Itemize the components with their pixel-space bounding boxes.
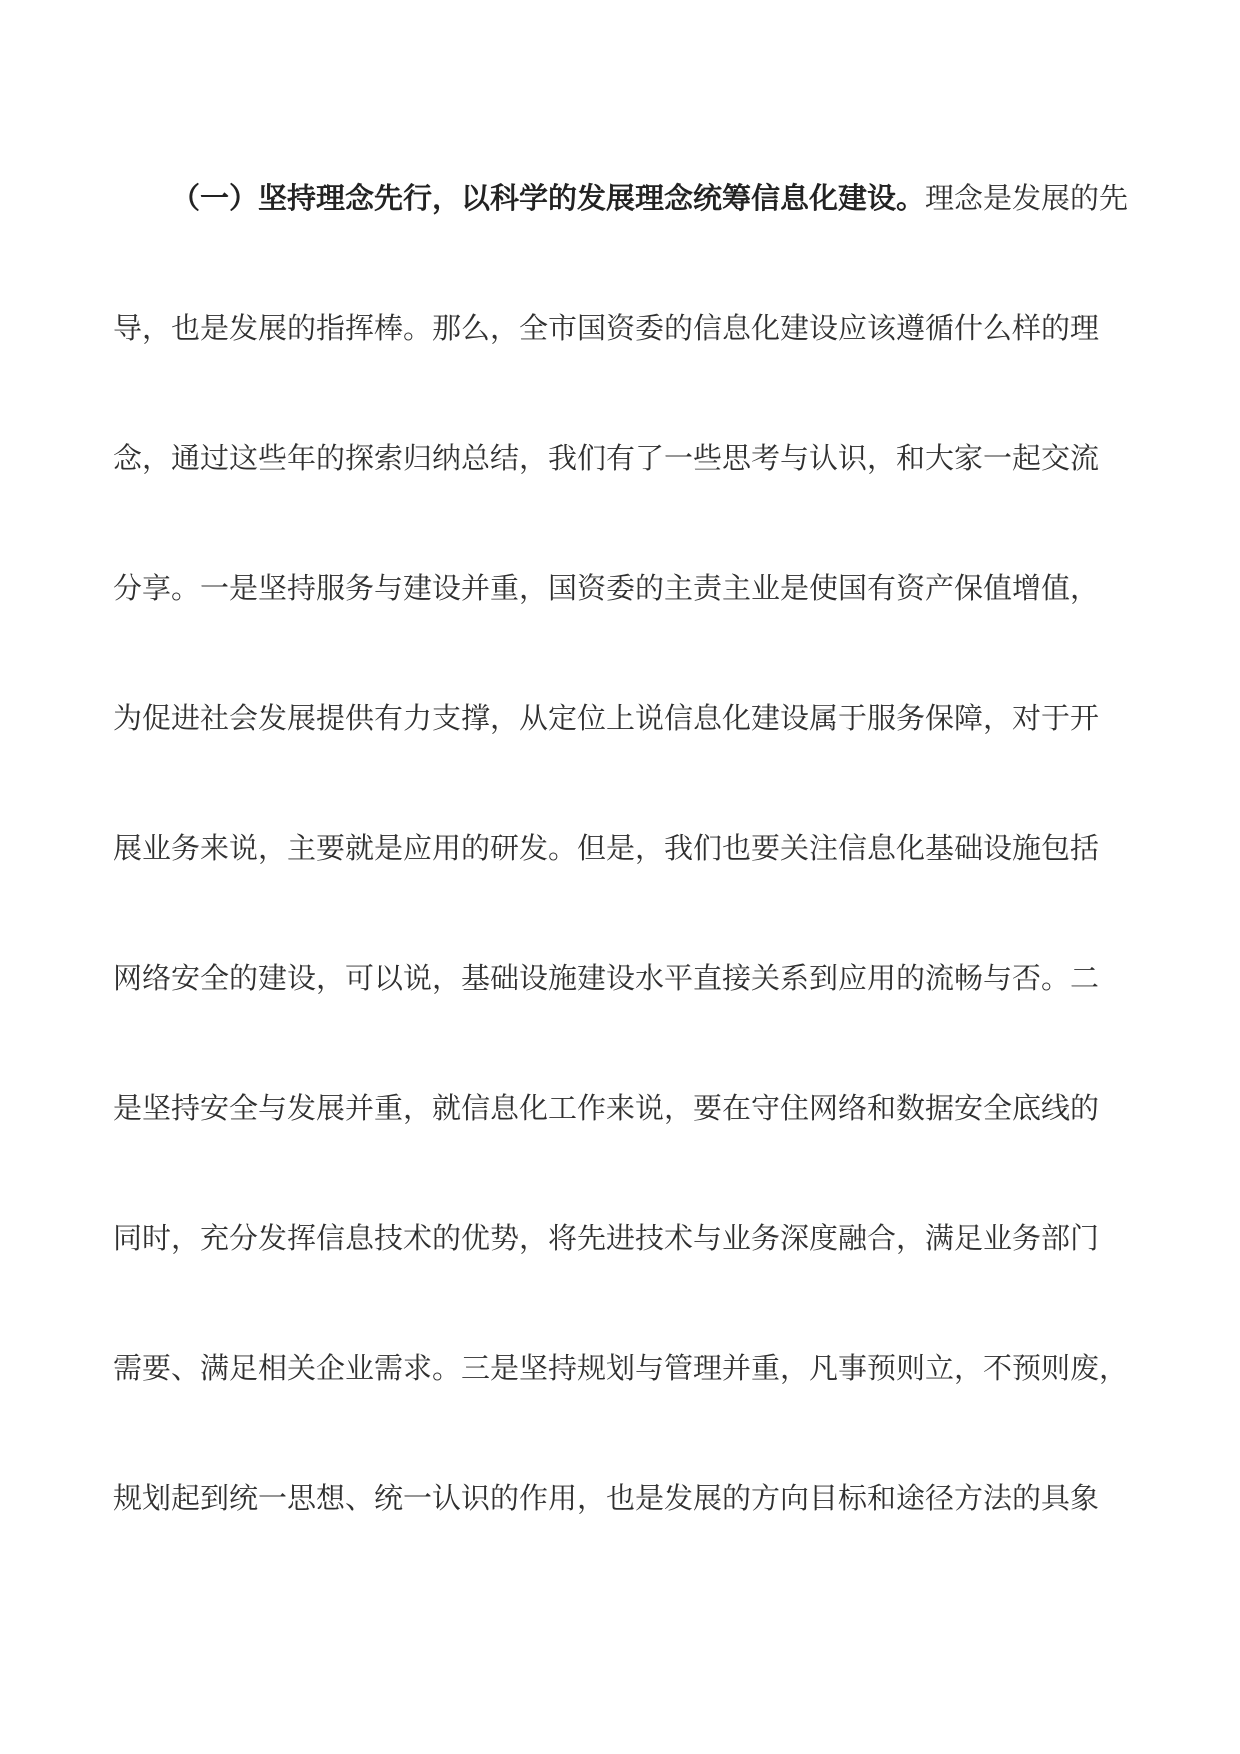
text-line-10: 需要、满足相关企业需求。三是坚持规划与管理并重，凡事预则立，不预则废， bbox=[113, 1351, 1129, 1385]
text-line-5: 为促进社会发展提供有力支撑，从定位上说信息化建设属于服务保障，对于开 bbox=[113, 701, 1100, 735]
paragraph-heading: （一）坚持理念先行，以科学的发展理念统筹信息化建设。 bbox=[171, 181, 926, 215]
text-line-7: 网络安全的建设，可以说，基础设施建设水平直接关系到应用的流畅与否。二 bbox=[113, 961, 1100, 995]
text-line-2: 导，也是发展的指挥棒。那么，全市国资委的信息化建设应该遵循什么样的理 bbox=[113, 311, 1100, 345]
text-line-8: 是坚持安全与发展并重，就信息化工作来说，要在守住网络和数据安全底线的 bbox=[113, 1091, 1100, 1125]
text-line-9: 同时，充分发挥信息技术的优势，将先进技术与业务深度融合，满足业务部门 bbox=[113, 1221, 1100, 1255]
text-line-3: 念，通过这些年的探索归纳总结，我们有了一些思考与认识，和大家一起交流 bbox=[113, 441, 1100, 475]
text-line-4: 分享。一是坚持服务与建设并重，国资委的主责主业是使国有资产保值增值， bbox=[113, 571, 1100, 605]
text-line-6: 展业务来说，主要就是应用的研发。但是，我们也要关注信息化基础设施包括 bbox=[113, 831, 1100, 865]
text-line-1-body: 理念是发展的先 bbox=[925, 181, 1129, 215]
text-line-11: 规划起到统一思想、统一认识的作用，也是发展的方向目标和途径方法的具象 bbox=[113, 1481, 1100, 1515]
text-line-1 bbox=[171, 178, 1146, 218]
